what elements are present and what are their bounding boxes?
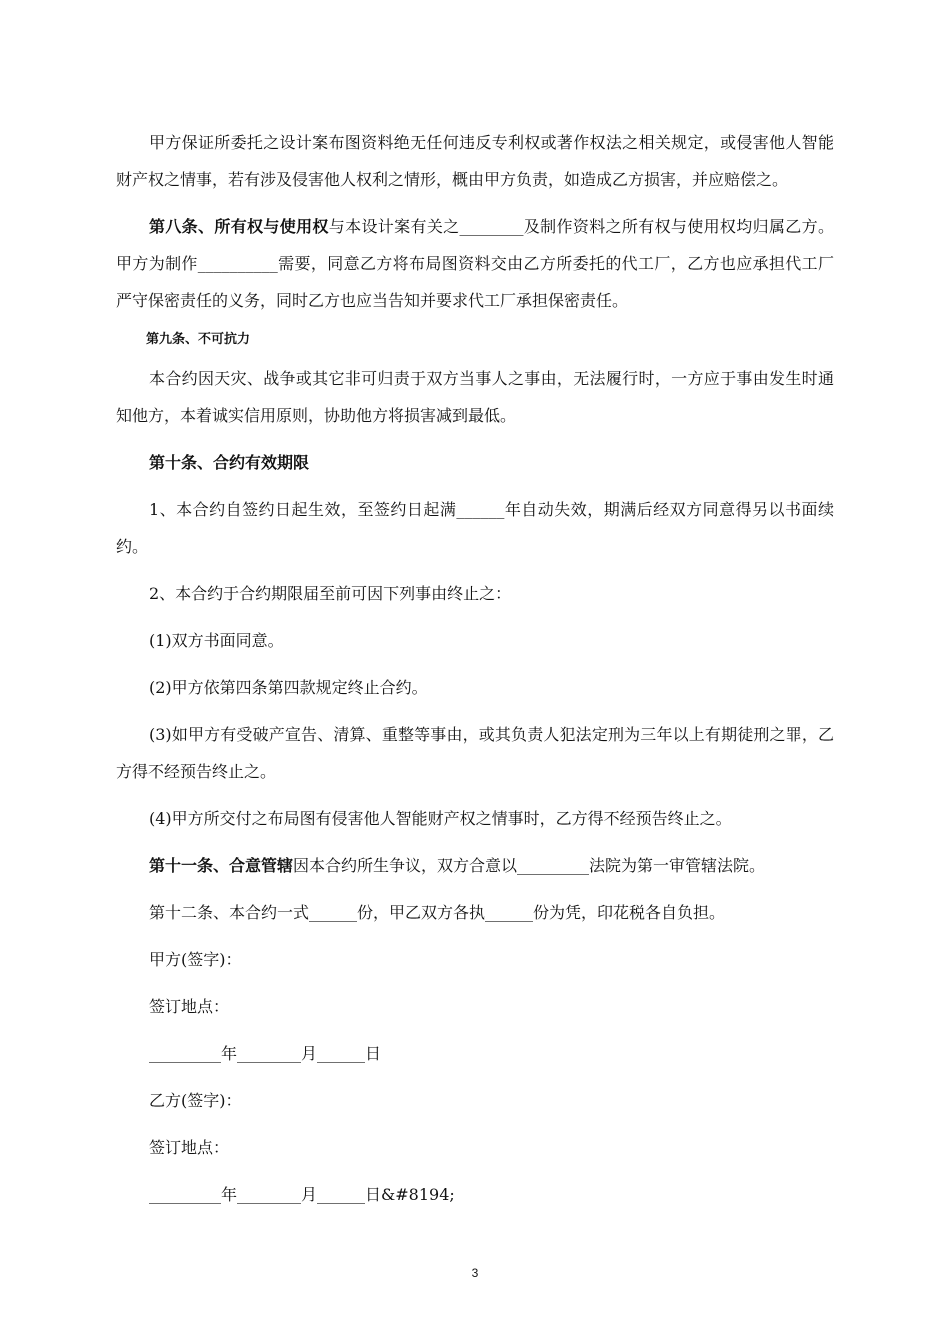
article-10-item-1: (1)双方书面同意。 xyxy=(149,631,284,650)
article-11 xyxy=(116,847,834,884)
party-b-sign-place: 签订地点： xyxy=(149,1138,230,1157)
party-b-signature: 乙方(签字)： xyxy=(149,1091,242,1110)
paragraph-ip-guarantee: 甲方保证所委托之设计案布图资料绝无任何违反专利权或著作权法之相关规定，或侵害他人智能财产权之情事，若有涉及侵害他人权利之情形，概由甲方负责，如造成乙方损害，并应赔偿之。 xyxy=(116,133,834,189)
article-10-clause-1: 1、本合约自签约日起生效，至签约日起满______年自动失效，期满后经双方同意得另以书面续约。 xyxy=(116,500,834,556)
article-10-title: 第十条、合约有效期限 xyxy=(149,453,310,472)
article-10-item-2: (2)甲方依第四条第四款规定终止合约。 xyxy=(149,678,428,697)
article-10-item-4: (4)甲方所交付之布局图有侵害他人智能财产权之情事时，乙方得不经预告终止之。 xyxy=(149,809,732,828)
party-a-sign-place: 签订地点： xyxy=(149,997,230,1016)
party-a-sign-date: _________年________月______日 xyxy=(149,1044,382,1063)
article-11-body: 因本合约所生争议，双方合意以_________法院为第一审管辖法院。 xyxy=(293,856,766,875)
article-12: 第十二条、本合约一式______份，甲乙双方各执______份为凭，印花税各自负担。 xyxy=(149,903,726,922)
article-11-title: 第十一条、合意管辖 xyxy=(149,856,294,875)
article-10-item-3: (3)如甲方有受破产宣告、清算、重整等事由，或其负责人犯法定刑为三年以上有期徒刑之罪，乙方得不经预告终止之。 xyxy=(116,725,834,781)
article-9-body: 本合约因天灾、战争或其它非可归责于双方当事人之事由，无法履行时，一方应于事由发生时通知他方，本着诚实信用原则，协助他方将损害减到最低。 xyxy=(116,369,834,425)
article-8-body: 与本设计案有关之________及制作资料之所有权与使用权均归属乙方。甲方为制作__________需要，同意乙方将布局图资料交由乙方所委托的代工厂，乙方也应承担代工厂严守保密责任的义务，同时乙方也应当告知并要求代工厂承担保密责任。 xyxy=(116,217,834,310)
article-9-title: 第九条、不可抗力 xyxy=(146,332,251,347)
article-8-title: 第八条、所有权与使用权 xyxy=(149,217,329,236)
party-b-sign-date: _________年________月______日&#8194; xyxy=(149,1185,455,1204)
article-10-clause-2: 2、本合约于合约期限届至前可因下列事由终止之： xyxy=(149,584,512,603)
party-a-signature: 甲方(签字)： xyxy=(149,950,242,969)
document-body xyxy=(116,124,834,1223)
page-number: 3 xyxy=(471,1266,479,1280)
article-8 xyxy=(116,208,834,319)
